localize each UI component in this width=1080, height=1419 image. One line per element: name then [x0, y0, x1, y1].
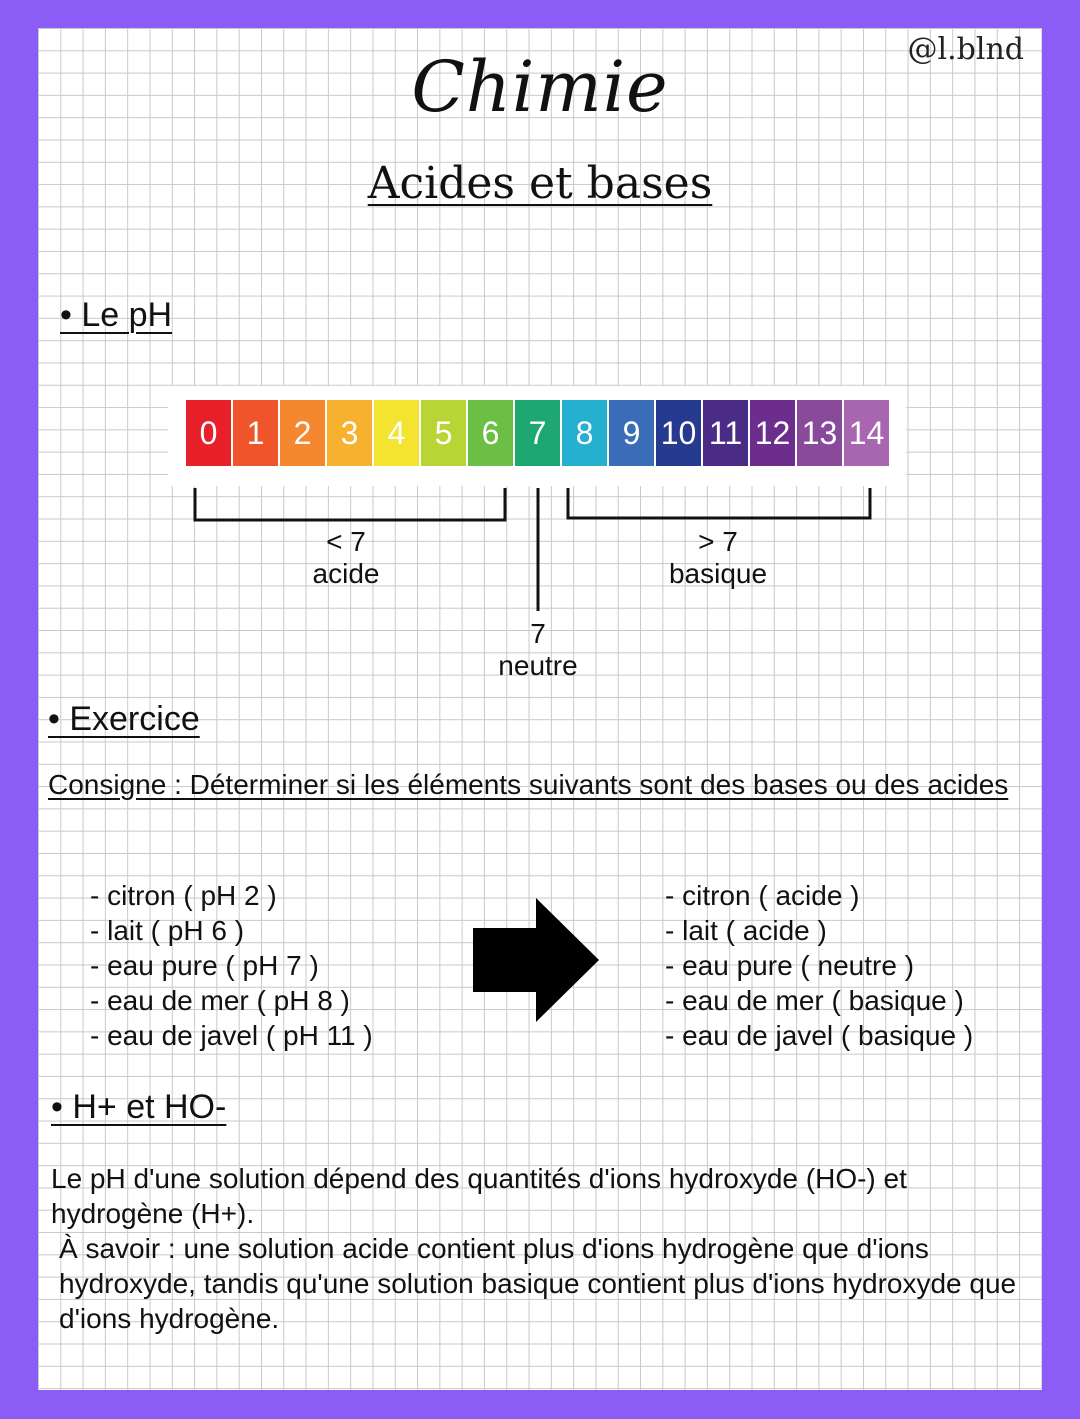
base-name: basique: [668, 558, 768, 589]
ph-cell-11: 11: [703, 400, 748, 466]
right-arrow-icon: [471, 896, 601, 1026]
page-title: Chimie: [411, 46, 669, 128]
acid-name: acide: [312, 558, 380, 589]
ph-cell-2: 2: [280, 400, 325, 466]
question-item: - citron ( pH 2 ): [90, 880, 277, 911]
neutral-value: 7: [530, 618, 546, 649]
answer-item: - eau de javel ( basique ): [665, 1020, 974, 1051]
ph-cell-5: 5: [421, 400, 466, 466]
ph-cell-7: 7: [515, 400, 560, 466]
ions-paragraph: [51, 1161, 1036, 1336]
ph-brackets: [38, 28, 1042, 648]
acid-bracket: [195, 488, 505, 520]
ph-cell-3: 3: [327, 400, 372, 466]
base-bracket: [568, 488, 870, 518]
ions-paragraph-line1: Le pH d'une solution dépend des quantités d'ions hydroxyde (HO-) et hydrogène (H+).: [51, 1163, 907, 1229]
ions-paragraph-line2: À savoir : une solution acide contient plus d'ions hydrogène que d'ions hydroxyde, tandis qu'une solution basique contient plus d'ions hydroxyde que d'ions hydrogène.: [59, 1233, 1017, 1334]
base-value: > 7: [698, 526, 738, 557]
section-ph-heading: • Le pH: [60, 296, 173, 334]
ph-cell-4: 4: [374, 400, 419, 466]
answer-item: - eau pure ( neutre ): [665, 950, 915, 981]
answer-item: - eau de mer ( basique ): [665, 985, 964, 1016]
answer-item: - citron ( acide ): [665, 880, 860, 911]
acid-label: [266, 526, 426, 590]
question-item: - eau de javel ( pH 11 ): [90, 1020, 373, 1051]
ph-cell-8: 8: [562, 400, 607, 466]
base-label: [638, 526, 798, 590]
ph-cell-6: 6: [468, 400, 513, 466]
question-item: - eau pure ( pH 7 ): [90, 950, 319, 981]
exercise-instruction: Consigne : Déterminer si les éléments suivants sont des bases ou des acides: [48, 769, 1009, 800]
section-ions-heading: • H+ et HO-: [51, 1088, 227, 1126]
author-handle: @l.blnd: [907, 32, 1024, 67]
neutral-label: [458, 618, 618, 682]
question-item: - lait ( pH 6 ): [90, 915, 245, 946]
neutral-name: neutre: [498, 650, 578, 681]
acid-value: < 7: [326, 526, 366, 557]
ph-cell-14: 14: [844, 400, 889, 466]
ph-cell-1: 1: [233, 400, 278, 466]
section-exercice-heading: • Exercice: [48, 700, 200, 738]
page-subtitle: Acides et bases: [367, 158, 713, 209]
question-item: - eau de mer ( pH 8 ): [90, 985, 350, 1016]
ph-cell-10: 10: [656, 400, 701, 466]
answer-item: - lait ( acide ): [665, 915, 827, 946]
ph-cell-12: 12: [750, 400, 795, 466]
ph-cell-9: 9: [609, 400, 654, 466]
ph-cell-0: 0: [186, 400, 231, 466]
notebook-sheet: [38, 28, 1042, 1390]
ph-cell-13: 13: [797, 400, 842, 466]
answer-list: [665, 878, 973, 1053]
question-list: [90, 878, 373, 1053]
